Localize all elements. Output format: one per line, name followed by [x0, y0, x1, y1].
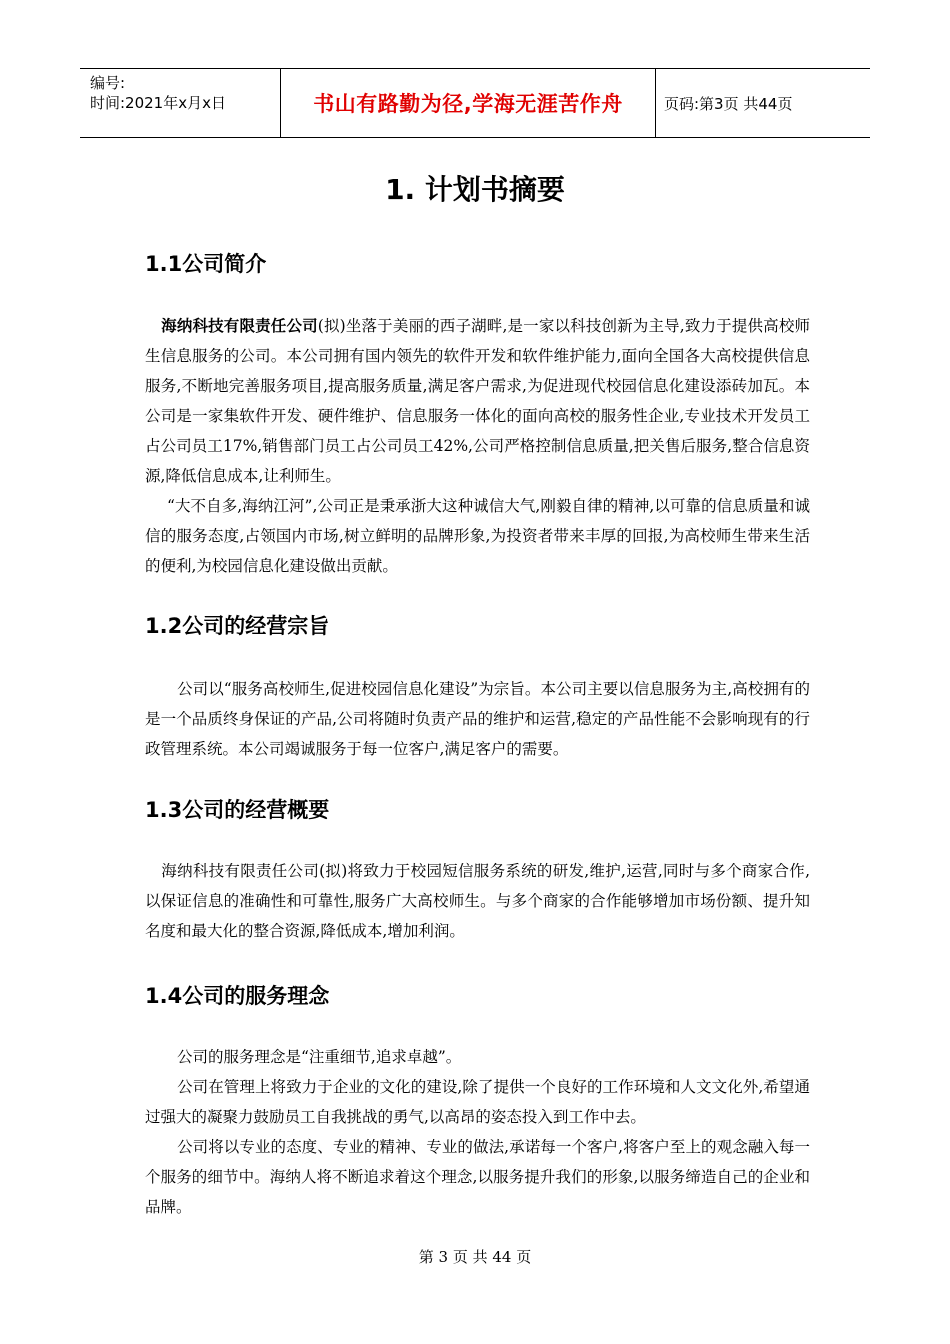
paragraph-text: 公司将以专业的态度、专业的精神、专业的做法,承诺每一个客户,将客户至上的观念融入每一个服务的细节中。海纳人将不断追求着这个理念,以服务提升我们的形象,以服务缔造自己的企业和品牌。 — [145, 1138, 810, 1216]
section-paragraph — [145, 311, 810, 491]
paragraph-text: 海纳科技有限责任公司(拟)将致力于校园短信服务系统的研发,维护,运营,同时与多个商家合作,以保证信息的准确性和可靠性,服务广大高校师生。与多个商家的合作能够增加市场份额、提升知名度和最大化的整合资源,降低成本,增加利润。 — [145, 862, 810, 940]
section-heading-mission: 1.2公司的经营宗旨 — [145, 614, 330, 638]
section-heading-overview: 1.3公司的经营概要 — [145, 798, 330, 822]
header-motto: 书山有路勤为径,学海无涯苦作舟 — [281, 69, 656, 137]
document-number-label: 编号: — [90, 74, 126, 92]
document-date: 时间:2021年x月x日 — [90, 94, 226, 112]
paragraph-text: 公司的服务理念是“注重细节,追求卓越”。 — [177, 1048, 462, 1066]
document-title: 1. 计划书摘要 — [385, 173, 565, 206]
section-paragraph — [145, 856, 810, 946]
header-page-info: 页码:第3页 共44页 — [664, 94, 793, 113]
page-header — [80, 68, 870, 138]
section-heading-philosophy: 1.4公司的服务理念 — [145, 984, 330, 1008]
section-paragraph — [145, 491, 810, 581]
paragraph-text: 公司以“服务高校师生,促进校园信息化建设”为宗旨。本公司主要以信息服务为主,高校拥有的是一个品质终身保证的产品,公司将随时负责产品的维护和运营,稳定的产品性能不会影响现有的行政管理系统。本公司竭诚服务于每一位客户,满足客户的需要。 — [145, 680, 810, 758]
paragraph-text: 公司在管理上将致力于企业的文化的建设,除了提供一个良好的工作环境和人文文化外,希望通过强大的凝聚力鼓励员工自我挑战的勇气,以高昂的姿态投入到工作中去。 — [145, 1078, 810, 1126]
paragraph-text: (拟)坐落于美丽的西子湖畔,是一家以科技创新为主导,致力于提供高校师生信息服务的公司。本公司拥有国内领先的软件开发和软件维护能力,面向全国各大高校提供信息服务,不断地完善服务项目,提高服务质量,满足客户需求,为促进现代校园信息化建设添砖加瓦。本公司是一家集软件开发、硬件维护、信息服务一体化的面向高校的服务性企业,专业技术开发员工占公司员工17%,销售部门员工占公司员工42%,公司严格控制信息质量,把关售后服务,整合信息资源,降低信息成本,让利师生。 — [145, 317, 810, 485]
section-heading-intro: 1.1公司简介 — [145, 252, 267, 276]
section-paragraph — [145, 1132, 810, 1222]
paragraph-text: “大不自多,海纳江河”,公司正是秉承浙大这种诚信大气,刚毅自律的精神,以可靠的信息质量和诚信的服务态度,占领国内市场,树立鲜明的品牌形象,为投资者带来丰厚的回报,为高校师生带来生活的便利,为校园信息化建设做出贡献。 — [145, 497, 810, 575]
section-paragraph — [145, 674, 810, 764]
section-paragraph — [145, 1072, 810, 1132]
header-meta — [80, 69, 281, 137]
company-name: 海纳科技有限责任公司 — [161, 316, 318, 335]
page-footer: 第 3 页 共 44 页 — [418, 1248, 532, 1266]
section-paragraph — [145, 1042, 810, 1072]
